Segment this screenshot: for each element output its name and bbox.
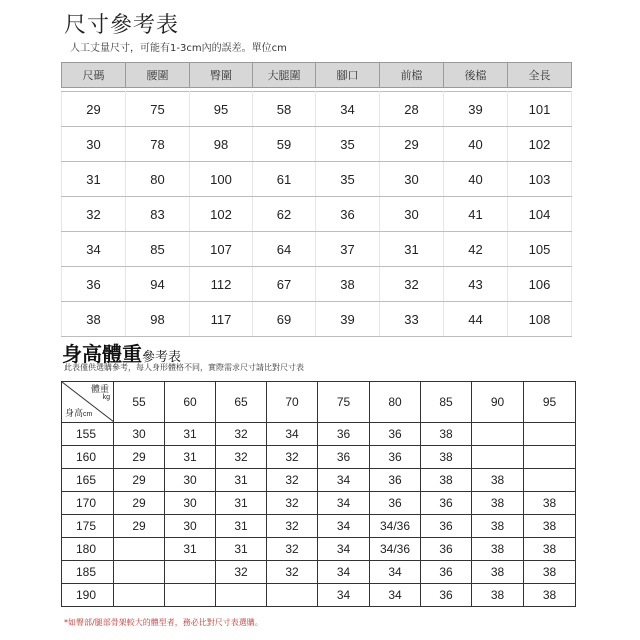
table-cell: 36 — [370, 492, 421, 515]
table-cell: 95 — [190, 92, 253, 127]
table-cell: 30 — [380, 162, 444, 197]
table-cell: 31 — [165, 423, 216, 446]
size-chart-header-row — [62, 63, 572, 88]
table-cell: 38 — [472, 469, 524, 492]
weight-axis-label: 體重 — [90, 384, 109, 394]
table-cell: 38 — [316, 267, 380, 302]
body-chart-title-main: 身高體重 — [62, 342, 142, 366]
header-thigh: 大腿圍 — [253, 63, 316, 88]
table-cell: 38 — [524, 538, 576, 561]
table-cell: 33 — [380, 302, 444, 337]
table-cell: 30 — [62, 127, 126, 162]
table-cell: 30 — [165, 492, 216, 515]
height-cell: 160 — [62, 446, 114, 469]
table-cell — [472, 446, 524, 469]
table-cell: 32 — [267, 538, 318, 561]
table-cell: 58 — [253, 92, 316, 127]
table-cell: 34 — [318, 515, 370, 538]
table-cell: 108 — [508, 302, 572, 337]
table-cell: 39 — [444, 92, 508, 127]
table-cell: 36 — [316, 197, 380, 232]
height-cell: 175 — [62, 515, 114, 538]
weight-header: 80 — [370, 382, 421, 423]
table-row — [62, 584, 576, 607]
size-chart-table — [61, 62, 572, 337]
body-chart-table — [61, 381, 576, 607]
table-cell: 103 — [508, 162, 572, 197]
table-cell: 31 — [216, 492, 267, 515]
table-cell: 78 — [126, 127, 190, 162]
table-cell: 38 — [472, 515, 524, 538]
table-cell: 36 — [318, 423, 370, 446]
table-cell — [472, 423, 524, 446]
table-cell — [114, 538, 165, 561]
table-cell: 98 — [190, 127, 253, 162]
table-cell: 38 — [524, 515, 576, 538]
table-cell: 112 — [190, 267, 253, 302]
table-cell: 36 — [421, 515, 472, 538]
height-cell: 190 — [62, 584, 114, 607]
body-chart-subtitle: 此表僅供選購參考，每人身形體格不同，實際需求尺寸請比對尺寸表 — [64, 363, 304, 372]
table-cell: 29 — [62, 92, 126, 127]
table-cell: 32 — [216, 561, 267, 584]
weight-header: 75 — [318, 382, 370, 423]
table-cell: 34 — [318, 492, 370, 515]
height-label: 身高 — [65, 408, 84, 418]
table-cell: 102 — [508, 127, 572, 162]
table-cell: 30 — [114, 423, 165, 446]
table-cell: 36 — [421, 538, 472, 561]
table-cell: 38 — [421, 423, 472, 446]
table-cell: 41 — [444, 197, 508, 232]
table-cell: 43 — [444, 267, 508, 302]
table-cell: 101 — [508, 92, 572, 127]
table-cell: 62 — [253, 197, 316, 232]
header-waist: 腰圍 — [126, 63, 190, 88]
table-row — [62, 561, 576, 584]
table-cell: 29 — [380, 127, 444, 162]
table-cell: 36 — [370, 446, 421, 469]
table-cell: 29 — [114, 469, 165, 492]
weight-unit: kg — [102, 394, 110, 401]
table-cell: 106 — [508, 267, 572, 302]
table-cell: 29 — [114, 446, 165, 469]
table-cell: 32 — [216, 423, 267, 446]
table-cell: 38 — [421, 469, 472, 492]
table-cell: 34 — [318, 469, 370, 492]
table-row — [62, 162, 572, 197]
table-cell: 36 — [370, 469, 421, 492]
table-cell: 38 — [524, 561, 576, 584]
table-cell: 34 — [267, 423, 318, 446]
table-cell: 35 — [316, 162, 380, 197]
header-back-rise: 後檔 — [444, 63, 508, 88]
table-cell: 34 — [318, 584, 370, 607]
height-cell: 165 — [62, 469, 114, 492]
table-cell: 107 — [190, 232, 253, 267]
table-cell: 28 — [380, 92, 444, 127]
table-cell: 34 — [316, 92, 380, 127]
table-cell: 36 — [370, 423, 421, 446]
table-cell — [216, 584, 267, 607]
table-cell: 31 — [216, 515, 267, 538]
table-cell: 98 — [126, 302, 190, 337]
table-cell: 38 — [472, 584, 524, 607]
table-cell: 34/36 — [370, 538, 421, 561]
table-cell: 29 — [114, 492, 165, 515]
table-cell — [524, 446, 576, 469]
table-cell: 30 — [165, 515, 216, 538]
weight-header: 95 — [524, 382, 576, 423]
table-cell: 31 — [380, 232, 444, 267]
table-cell: 38 — [524, 492, 576, 515]
table-row — [62, 127, 572, 162]
table-cell: 83 — [126, 197, 190, 232]
table-cell: 36 — [318, 446, 370, 469]
weight-header: 55 — [114, 382, 165, 423]
table-row — [62, 423, 576, 446]
body-chart-header-row — [62, 382, 576, 423]
table-cell — [114, 584, 165, 607]
table-cell: 31 — [165, 446, 216, 469]
fit-note: *如臀部/腿部骨架較大的體型者，務必比對尺寸表選購。 — [64, 618, 263, 627]
table-cell: 31 — [216, 469, 267, 492]
table-cell — [524, 423, 576, 446]
table-row — [62, 515, 576, 538]
height-cell: 185 — [62, 561, 114, 584]
weight-header: 90 — [472, 382, 524, 423]
table-row — [62, 232, 572, 267]
table-cell — [165, 584, 216, 607]
table-cell: 36 — [421, 561, 472, 584]
table-cell: 34/36 — [370, 515, 421, 538]
table-cell: 67 — [253, 267, 316, 302]
table-cell: 32 — [62, 197, 126, 232]
table-cell — [267, 584, 318, 607]
table-cell: 39 — [316, 302, 380, 337]
table-cell: 64 — [253, 232, 316, 267]
table-cell: 59 — [253, 127, 316, 162]
table-cell: 36 — [421, 492, 472, 515]
body-chart-title-suffix: 參考表 — [142, 350, 182, 365]
weight-header: 85 — [421, 382, 472, 423]
table-cell: 32 — [380, 267, 444, 302]
table-cell: 31 — [62, 162, 126, 197]
height-axis-label — [65, 406, 92, 419]
height-unit: cm — [83, 411, 93, 418]
table-cell: 32 — [267, 492, 318, 515]
table-row — [62, 267, 572, 302]
table-cell: 36 — [421, 584, 472, 607]
table-cell: 34 — [370, 584, 421, 607]
table-cell — [524, 469, 576, 492]
table-cell: 61 — [253, 162, 316, 197]
corner-header — [62, 382, 114, 423]
table-cell: 38 — [421, 446, 472, 469]
weight-header: 60 — [165, 382, 216, 423]
height-cell: 155 — [62, 423, 114, 446]
table-row — [62, 538, 576, 561]
table-cell: 42 — [444, 232, 508, 267]
table-row — [62, 492, 576, 515]
table-cell: 44 — [444, 302, 508, 337]
height-cell: 180 — [62, 538, 114, 561]
table-cell: 69 — [253, 302, 316, 337]
weight-header: 70 — [267, 382, 318, 423]
table-cell: 38 — [472, 561, 524, 584]
table-cell: 32 — [267, 515, 318, 538]
table-cell: 102 — [190, 197, 253, 232]
table-cell: 94 — [126, 267, 190, 302]
table-cell: 40 — [444, 162, 508, 197]
table-cell: 38 — [472, 538, 524, 561]
table-cell: 29 — [114, 515, 165, 538]
table-cell: 32 — [267, 469, 318, 492]
table-cell: 34 — [62, 232, 126, 267]
table-cell: 38 — [472, 492, 524, 515]
weight-header: 65 — [216, 382, 267, 423]
header-length: 全長 — [508, 63, 572, 88]
height-cell: 170 — [62, 492, 114, 515]
table-cell: 30 — [380, 197, 444, 232]
header-leg-opening: 腳口 — [316, 63, 380, 88]
table-row — [62, 197, 572, 232]
table-row — [62, 446, 576, 469]
table-cell: 36 — [62, 267, 126, 302]
table-cell: 30 — [165, 469, 216, 492]
table-cell: 34 — [370, 561, 421, 584]
table-cell: 37 — [316, 232, 380, 267]
size-chart-title: 尺寸參考表 — [64, 13, 180, 38]
table-cell: 32 — [216, 446, 267, 469]
table-cell: 34 — [318, 561, 370, 584]
table-cell: 104 — [508, 197, 572, 232]
table-cell — [114, 561, 165, 584]
table-cell — [165, 561, 216, 584]
table-cell: 38 — [524, 584, 576, 607]
table-cell: 38 — [62, 302, 126, 337]
table-cell: 75 — [126, 92, 190, 127]
table-cell: 32 — [267, 561, 318, 584]
table-cell: 35 — [316, 127, 380, 162]
table-cell: 117 — [190, 302, 253, 337]
table-cell: 80 — [126, 162, 190, 197]
table-cell: 105 — [508, 232, 572, 267]
table-row — [62, 469, 576, 492]
size-chart-subtitle: 人工丈量尺寸，可能有1-3cm內的誤差。單位cm — [70, 43, 287, 54]
table-cell: 85 — [126, 232, 190, 267]
header-hip: 臀圍 — [190, 63, 253, 88]
header-front-rise: 前檔 — [380, 63, 444, 88]
table-row — [62, 302, 572, 337]
table-row — [62, 92, 572, 127]
header-size: 尺碼 — [62, 63, 126, 88]
table-cell: 34 — [318, 538, 370, 561]
table-cell: 32 — [267, 446, 318, 469]
table-cell: 40 — [444, 127, 508, 162]
table-cell: 31 — [165, 538, 216, 561]
table-cell: 100 — [190, 162, 253, 197]
table-cell: 31 — [216, 538, 267, 561]
